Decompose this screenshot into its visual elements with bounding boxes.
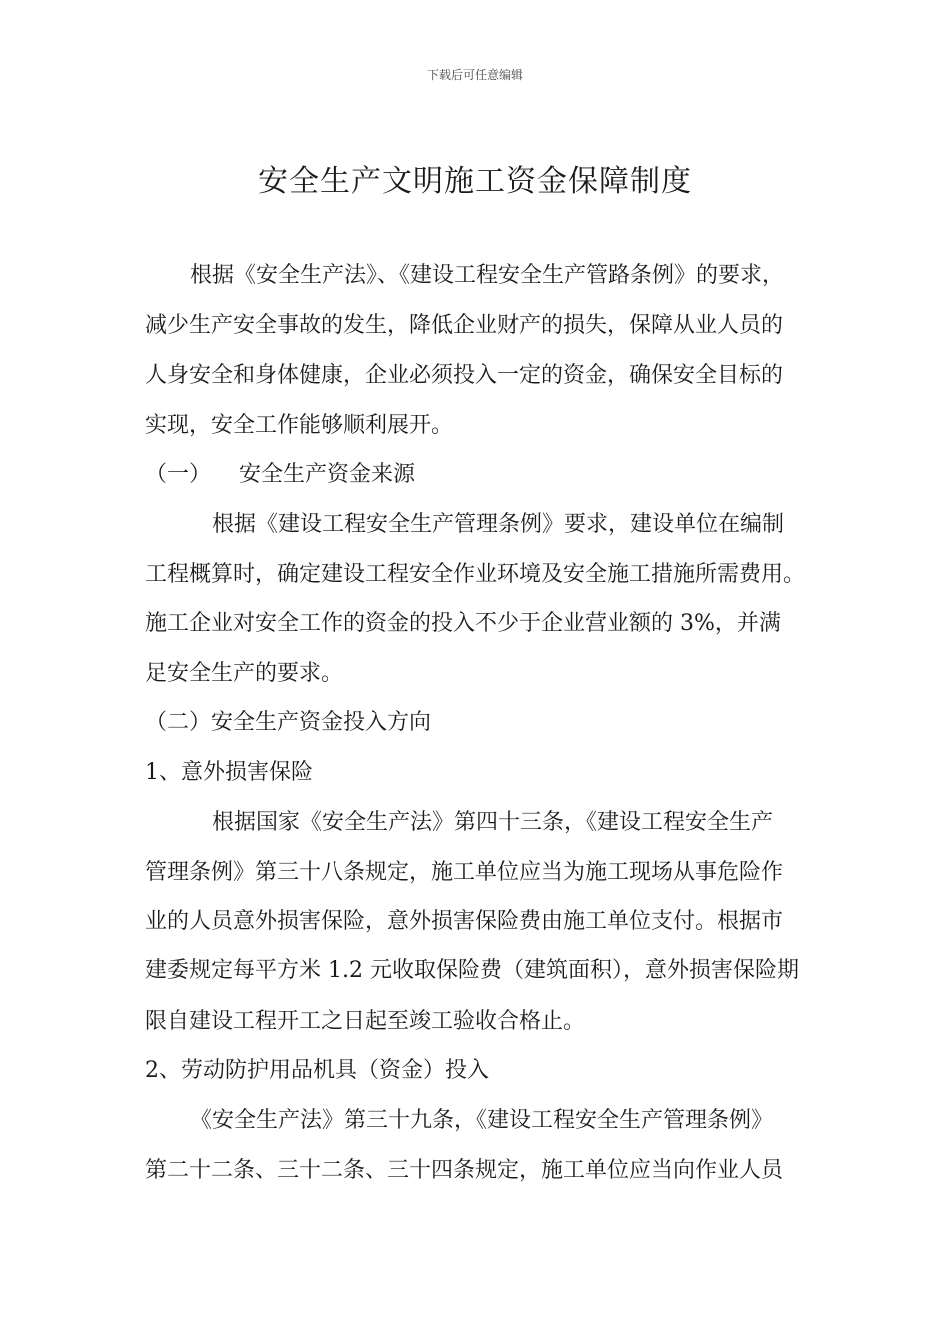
- subsection-heading: 1、意外损害保险: [145, 760, 313, 785]
- paragraph-line: 《安全生产法》第三十九条，《建设工程安全生产管理条例》: [190, 1108, 774, 1133]
- paragraph-line: 第二十二条、三十二条、三十四条规定，施工单位应当向作业人员: [145, 1158, 784, 1183]
- paragraph-line: 根据《安全生产法》、《建设工程安全生产管路条例》的要求，: [190, 263, 785, 288]
- paragraph-line: 根据《建设工程安全生产管理条例》要求，建设单位在编制: [212, 512, 785, 537]
- paragraph-line: 减少生产安全事故的发生，降低企业财产的损失，保障从业人员的: [145, 313, 784, 338]
- paragraph-line: 管理条例》第三十八条规定，施工单位应当为施工现场从事危险作: [145, 860, 784, 885]
- paragraph-line: 根据国家《安全生产法》第四十三条，《建设工程安全生产: [212, 810, 774, 835]
- header-note: 下载后可任意编辑: [426, 68, 523, 82]
- subsection-heading: 2、劳动防护用品机具（资金）投入: [145, 1058, 489, 1083]
- paragraph-line: 实现，安全工作能够顺利展开。: [145, 413, 454, 438]
- paragraph-line: 建委规定每平方米 1.2 元收取保险费（建筑面积），意外损害保险期: [145, 958, 799, 983]
- paragraph-line: 业的人员意外损害保险，意外损害保险费由施工单位支付。根据市: [145, 909, 784, 934]
- document-title: 安全生产文明施工资金保障制度: [258, 164, 692, 199]
- paragraph-line: 限自建设工程开工之日起至竣工验收合格止。: [145, 1009, 586, 1034]
- paragraph-line: 工程概算时，确定建设工程安全作业环境及安全施工措施所需费用。: [145, 562, 806, 587]
- section-heading: （二）安全生产资金投入方向: [145, 710, 432, 735]
- section-heading: （一） 安全生产资金来源: [145, 462, 415, 487]
- paragraph-line: 施工企业对安全工作的资金的投入不少于企业营业额的 3%，并满: [145, 611, 781, 636]
- paragraph-line: 足安全生产的要求。: [145, 661, 344, 686]
- paragraph-line: 人身安全和身体健康，企业必须投入一定的资金，确保安全目标的: [145, 363, 784, 388]
